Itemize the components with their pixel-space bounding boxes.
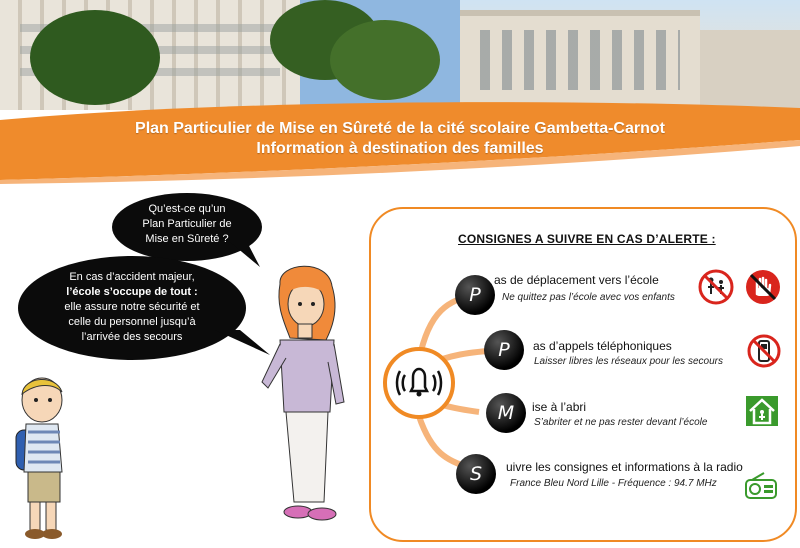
bubble-text-line: celle du personnel jusqu’à [68,316,196,328]
consigne-main: as de déplacement vers l’école [494,273,659,287]
bubble-text-line: l’arrivée des secours [81,331,183,343]
woman-illustration [250,262,360,544]
letter-s-badge: S [456,454,496,494]
bubble-text-line: elle assure notre sécurité et [64,301,200,313]
stop-hand-icon [744,268,782,306]
no-walking-icon [697,268,735,306]
bubble-text-line: l’école s’occupe de tout : [66,286,198,298]
building-windows [480,30,680,90]
consigne-main: ise à l’abri [532,400,587,414]
tree [330,20,440,100]
consigne-sub: Ne quittez pas l’école avec vos enfants [502,292,675,303]
letter-p-badge: P [484,330,524,370]
bubble-text-line: Qu’est-ce qu’un [148,203,226,215]
consigne-sub: Laisser libres les réseaux pour les secours [534,356,723,367]
bubble-text-line: Mise en Sûreté ? [145,233,229,245]
consigne-sub: France Bleu Nord Lille - Fréquence : 94.7 MHz [510,478,717,489]
tree [30,10,160,105]
consignes-title: CONSIGNES A SUIVRE EN CAS D’ALERTE : [458,232,716,246]
consigne-main: uivre les consignes et informations à la radio [506,460,743,474]
letter-p-badge: P [455,275,495,315]
home-shelter-icon [746,396,778,426]
boy-illustration [8,372,78,542]
no-phone-icon [746,333,782,369]
title-banner [0,94,800,184]
consigne-main: as d’appels téléphoniques [533,339,672,353]
consigne-sub: S’abriter et ne pas rester devant l’école [534,417,708,428]
radio-icon [744,472,778,500]
letter-m-badge: M [486,393,526,433]
alarm-bell-icon [383,347,455,419]
banner-title: Plan Particulier de Mise en Sûreté de la cité scolaire Gambetta-Carnot [135,120,665,137]
bubble-text-line: En cas d’accident majeur, [69,271,195,283]
banner-subtitle: Information à destination des familles [256,140,544,157]
bubble-text-line: Plan Particulier de [142,218,232,230]
answer-bubble [18,256,246,360]
